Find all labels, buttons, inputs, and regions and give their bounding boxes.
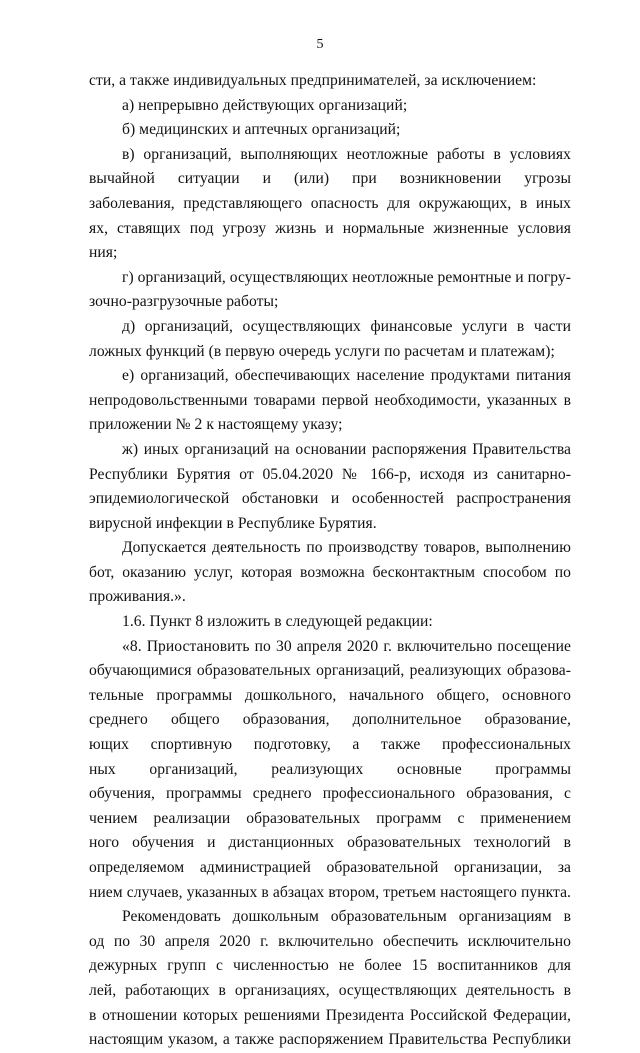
text-line: бот, оказанию услуг, которая возможна бесконтактным способом по [89,563,571,581]
text-line: нием случаев, указанных в абзацах втором, третьем настоящего пункта. [89,883,571,901]
text-line: зочно-разгрузочные работы; [89,293,279,311]
text-line: е) организаций, обеспечивающих население продуктами питания [122,367,571,385]
text-line: ющих спортивную подготовку, а также профессиональных [89,736,571,754]
text-line: лей, работающих в организациях, осуществляющих деятельность в [89,981,571,999]
text-line: Рекомендовать дошкольным образовательным организациям в [122,908,571,926]
text-line: ных организаций, реализующих основные программы [89,760,571,778]
text-line: ж) иных организаций на основании распоряжения Правительства [122,440,571,458]
text-line: вычайной ситуации и (или) при возникновении угрозы [89,170,571,188]
text-line: сти, а также индивидуальных предпринимателей, за исключением: [89,72,537,89]
text-line: чением реализации образовательных программ с применением [89,809,571,827]
text-line: проживания.». [89,588,186,606]
text-line: а) непрерывно действующих организаций; [122,96,408,114]
text-line: вирусной инфекции в Республике Бурятия. [89,514,377,532]
text-line: среднего общего образования, дополнительное образование, [89,711,571,729]
text-line: г) организаций, осуществляющих неотложные ремонтные и погру- [122,268,571,286]
text-line: ного обучения и дистанционных образовательных технологий в [89,834,571,852]
text-line: Допускается деятельность по производству товаров, выполнению [122,539,571,557]
text-line: непродовольственными товарами первой необходимости, указанных в [89,391,571,409]
text-line: тельные программы дошкольного, начального общего, основного [89,686,571,704]
text-line: в) организаций, выполняющих неотложные работы в условиях [122,145,571,163]
text-line: од по 30 апреля 2020 г. включительно обеспечить исключительно [89,932,571,950]
page-number: 5 [316,37,324,52]
text-line: в отношении которых решениями Президента Российской Федерации, [89,1006,571,1024]
text-line: настоящим указом, а также распоряжением Правительства Республики [89,1031,571,1049]
text-line: приложении № 2 к настоящему указу; [89,416,343,434]
text-line: «8. Приостановить по 30 апреля 2020 г. включительно посещение [122,637,571,655]
text-line: эпидемиологической обстановки и особенностей распространения [89,490,571,508]
text-line: обучающимися образовательных организаций, реализующих образова- [89,662,571,680]
text-line: дежурных групп с численностью не более 15 воспитанников для [89,957,571,975]
text-line: обучения, программы среднего профессионального образования, с [89,785,571,803]
text-line: д) организаций, осуществляющих финансовые услуги в части [122,317,571,335]
text-line: 1.6. Пункт 8 изложить в следующей редакции: [122,613,433,631]
text-line: заболевания, представляющего опасность для окружающих, в иных [89,194,571,212]
text-line: ложных функций (в первую очередь услуги по расчетам и платежам); [89,342,555,360]
text-line: б) медицинских и аптечных организаций; [122,121,401,139]
text-line: определяемом администрацией образовательной организации, за [89,859,571,876]
text-line: ния; [89,244,118,262]
text-line: ях, ставящих под угрозу жизнь и нормальные жизненные условия [89,219,571,237]
text-line: Республики Бурятия от 05.04.2020 № 166-р, исходя из санитарно- [89,465,571,483]
document-body [89,69,571,1053]
